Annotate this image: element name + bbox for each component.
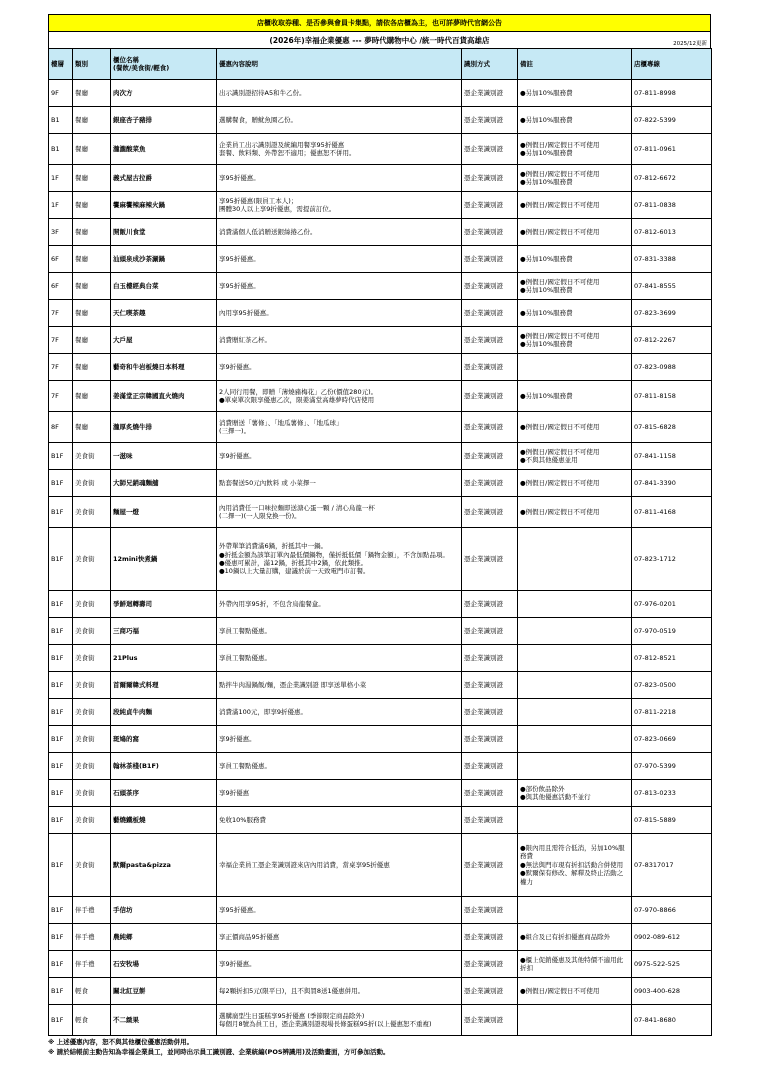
cell-note: ●另加10%服務費 bbox=[518, 80, 632, 107]
cell-floor: B1F bbox=[49, 470, 73, 497]
cell-note: ●櫃上促銷優惠及其他特價不適用此折扣 bbox=[518, 951, 632, 978]
cell-id-method: 憑企業識別證 bbox=[462, 273, 518, 300]
cell-offer: 享9折優惠。 bbox=[217, 354, 462, 381]
cell-category: 餐廳 bbox=[73, 192, 111, 219]
cell-floor: B1F bbox=[49, 834, 73, 897]
cell-offer: 享95折優惠。 bbox=[217, 897, 462, 924]
cell-floor: B1F bbox=[49, 443, 73, 470]
cell-id-method: 憑企業識別證 bbox=[462, 753, 518, 780]
header-phone: 店櫃專線 bbox=[632, 49, 712, 80]
cell-floor: 7F bbox=[49, 327, 73, 354]
cell-category: 餐廳 bbox=[73, 300, 111, 327]
table-row bbox=[49, 672, 712, 699]
cell-offer: 2人同行用餐，即贈「薄燒豬梅花」乙份(價值280元)。 ●單桌單次限享優惠乙次，限姜滿堂高雄夢時代店使用 bbox=[217, 381, 462, 412]
subtitle-text: (2026年)幸福企業優惠 --- 夢時代購物中心 /統一時代百貨高雄店 bbox=[269, 36, 490, 45]
header-id-method: 識別方式 bbox=[462, 49, 518, 80]
cell-offer: 享員工餐點優惠。 bbox=[217, 645, 462, 672]
cell-category: 伴手禮 bbox=[73, 897, 111, 924]
cell-id-method: 憑企業識別證 bbox=[462, 924, 518, 951]
cell-note bbox=[518, 699, 632, 726]
cell-phone: 07-970-5399 bbox=[632, 753, 712, 780]
cell-floor: B1F bbox=[49, 753, 73, 780]
table-row bbox=[49, 192, 712, 219]
cell-store-name: 姜滿堂正宗韓國直火燒肉 bbox=[111, 381, 217, 412]
table-row bbox=[49, 699, 712, 726]
cell-offer: 外帶內用享95折，不包含烏龍餐盒。 bbox=[217, 591, 462, 618]
cell-note: ●例假日/國定假日不可使用 ●另加10%服務費 bbox=[518, 165, 632, 192]
cell-phone: 07-831-3388 bbox=[632, 246, 712, 273]
cell-store-name: 瀧瀧酸菜魚 bbox=[111, 134, 217, 165]
cell-offer: 選購廣型生日蛋糕享95折優惠 (季節限定商品除外) 每個月8號為員工日，憑企業識別證現場長條蛋糕95折(以上優惠恕不重複) bbox=[217, 1005, 462, 1036]
cell-note: ●例假日/國定假日不可使用 bbox=[518, 412, 632, 443]
cell-floor: B1F bbox=[49, 528, 73, 591]
table-row bbox=[49, 1005, 712, 1036]
cell-category: 餐廳 bbox=[73, 134, 111, 165]
notice-banner: 店櫃收取券種、是否參與會員卡集點，請依各店櫃為主，也可詳夢時代官網公告 bbox=[48, 14, 711, 32]
cell-phone: 07-811-2218 bbox=[632, 699, 712, 726]
cell-phone: 07-823-0988 bbox=[632, 354, 712, 381]
cell-note: ●另加10%服務費 bbox=[518, 300, 632, 327]
cell-phone: 07-811-0838 bbox=[632, 192, 712, 219]
cell-offer: 消費滿個人低消贈送銀絲捲乙份。 bbox=[217, 219, 462, 246]
cell-id-method: 憑企業識別證 bbox=[462, 219, 518, 246]
cell-offer: 享95折優惠。 bbox=[217, 273, 462, 300]
table-row bbox=[49, 412, 712, 443]
cell-phone: 07-823-3699 bbox=[632, 300, 712, 327]
header-offer: 優惠內容說明 bbox=[217, 49, 462, 80]
promo-sheet bbox=[48, 14, 711, 1057]
cell-floor: 3F bbox=[49, 219, 73, 246]
cell-phone: 07-812-6013 bbox=[632, 219, 712, 246]
cell-id-method: 憑企業識別證 bbox=[462, 591, 518, 618]
cell-store-name: 不二緻果 bbox=[111, 1005, 217, 1036]
cell-offer: 幸福企業員工憑企業識別證來店內用消費，當桌享95折優惠 bbox=[217, 834, 462, 897]
cell-category: 伴手禮 bbox=[73, 924, 111, 951]
cell-phone: 07-841-1158 bbox=[632, 443, 712, 470]
cell-offer: 消費贈送「薯條」、「地瓜薯條」、「地瓜球」 (三擇一)。 bbox=[217, 412, 462, 443]
cell-offer: 享9折優惠。 bbox=[217, 443, 462, 470]
table-header-row bbox=[49, 49, 712, 80]
cell-id-method: 憑企業識別證 bbox=[462, 443, 518, 470]
cell-category: 美食街 bbox=[73, 443, 111, 470]
cell-store-name: 藝奇和牛岩板燒日本料理 bbox=[111, 354, 217, 381]
cell-id-method: 憑企業識別證 bbox=[462, 327, 518, 354]
cell-phone: 0902-089-612 bbox=[632, 924, 712, 951]
cell-store-name: 瀧厚炙燒牛排 bbox=[111, 412, 217, 443]
cell-category: 美食街 bbox=[73, 807, 111, 834]
table-row bbox=[49, 273, 712, 300]
cell-store-name: 農純鄉 bbox=[111, 924, 217, 951]
cell-id-method: 憑企業識別證 bbox=[462, 528, 518, 591]
cell-id-method: 憑企業識別證 bbox=[462, 412, 518, 443]
cell-note bbox=[518, 645, 632, 672]
table-row bbox=[49, 618, 712, 645]
table-row bbox=[49, 591, 712, 618]
cell-offer: 享員工餐點優惠。 bbox=[217, 618, 462, 645]
cell-floor: B1 bbox=[49, 107, 73, 134]
cell-floor: 8F bbox=[49, 412, 73, 443]
table-row bbox=[49, 107, 712, 134]
updated-date: 2025/12更新 bbox=[673, 41, 707, 47]
cell-phone: 07-841-3390 bbox=[632, 470, 712, 497]
cell-offer: 內用享95折優惠。 bbox=[217, 300, 462, 327]
cell-store-name: 首爾爾韓式料理 bbox=[111, 672, 217, 699]
cell-category: 美食街 bbox=[73, 528, 111, 591]
footnotes bbox=[48, 1037, 711, 1057]
cell-store-name: 麵屋一燈 bbox=[111, 497, 217, 528]
cell-category: 輕食 bbox=[73, 1005, 111, 1036]
cell-store-name: 默爾pasta&pizza bbox=[111, 834, 217, 897]
cell-category: 美食街 bbox=[73, 645, 111, 672]
cell-category: 美食街 bbox=[73, 497, 111, 528]
cell-floor: B1 bbox=[49, 134, 73, 165]
cell-floor: 1F bbox=[49, 165, 73, 192]
table-row bbox=[49, 834, 712, 897]
cell-floor: B1F bbox=[49, 807, 73, 834]
cell-category: 餐廳 bbox=[73, 107, 111, 134]
cell-floor: B1F bbox=[49, 978, 73, 1005]
cell-floor: B1F bbox=[49, 699, 73, 726]
cell-offer: 內用消費任一口味拉麵即送溏心蛋一顆 / 清心烏龍一杯 (二擇一)(一人限兌換一份)。 bbox=[217, 497, 462, 528]
cell-note: ●組合及已有折扣優惠商品除外 bbox=[518, 924, 632, 951]
table-row bbox=[49, 300, 712, 327]
cell-store-name: 白玉樓經典台菜 bbox=[111, 273, 217, 300]
cell-category: 美食街 bbox=[73, 470, 111, 497]
cell-phone: 07-970-8866 bbox=[632, 897, 712, 924]
cell-id-method: 憑企業識別證 bbox=[462, 726, 518, 753]
cell-floor: B1F bbox=[49, 924, 73, 951]
cell-note bbox=[518, 672, 632, 699]
cell-floor: B1F bbox=[49, 497, 73, 528]
cell-id-method: 憑企業識別證 bbox=[462, 354, 518, 381]
table-row bbox=[49, 381, 712, 412]
cell-store-name: 三商巧福 bbox=[111, 618, 217, 645]
header-name: 櫃位名稱 (餐飲/美食街/輕食) bbox=[111, 49, 217, 80]
table-row bbox=[49, 528, 712, 591]
cell-id-method: 憑企業識別證 bbox=[462, 645, 518, 672]
cell-id-method: 憑企業識別證 bbox=[462, 192, 518, 219]
cell-category: 美食街 bbox=[73, 591, 111, 618]
cell-offer: 享正價商品95折優惠 bbox=[217, 924, 462, 951]
cell-id-method: 憑企業識別證 bbox=[462, 497, 518, 528]
cell-store-name: 開飯川食堂 bbox=[111, 219, 217, 246]
cell-category: 美食街 bbox=[73, 834, 111, 897]
cell-category: 餐廳 bbox=[73, 327, 111, 354]
table-row bbox=[49, 470, 712, 497]
cell-category: 美食街 bbox=[73, 672, 111, 699]
cell-floor: B1F bbox=[49, 1005, 73, 1036]
cell-phone: 07-815-6828 bbox=[632, 412, 712, 443]
cell-store-name: 天仁喫茶趣 bbox=[111, 300, 217, 327]
cell-note bbox=[518, 354, 632, 381]
cell-offer: 出示識別證招待A5和牛乙份。 bbox=[217, 80, 462, 107]
cell-floor: B1F bbox=[49, 951, 73, 978]
cell-store-name: 石頭茶序 bbox=[111, 780, 217, 807]
cell-offer: 每2顆折扣5元(限平日)，且不與買8送1優惠併用。 bbox=[217, 978, 462, 1005]
table-row bbox=[49, 134, 712, 165]
cell-phone: 07-813-0233 bbox=[632, 780, 712, 807]
cell-store-name: 饗麻饗辣麻辣火鍋 bbox=[111, 192, 217, 219]
cell-note: ●例假日/國定假日不可使用 bbox=[518, 470, 632, 497]
cell-id-method: 憑企業識別證 bbox=[462, 470, 518, 497]
cell-id-method: 憑企業識別證 bbox=[462, 165, 518, 192]
cell-floor: B1F bbox=[49, 591, 73, 618]
cell-category: 餐廳 bbox=[73, 165, 111, 192]
cell-floor: B1F bbox=[49, 726, 73, 753]
cell-store-name: 翰林茶棧(B1F) bbox=[111, 753, 217, 780]
cell-note: ●另加10%服務費 bbox=[518, 107, 632, 134]
cell-phone: 07-841-8555 bbox=[632, 273, 712, 300]
cell-floor: B1F bbox=[49, 672, 73, 699]
cell-note bbox=[518, 618, 632, 645]
cell-floor: B1F bbox=[49, 645, 73, 672]
table-row bbox=[49, 354, 712, 381]
cell-phone: 07-812-8521 bbox=[632, 645, 712, 672]
cell-id-method: 憑企業識別證 bbox=[462, 807, 518, 834]
cell-note: ●例假日/國定假日不可使用 ●另加10%服務費 bbox=[518, 273, 632, 300]
cell-id-method: 憑企業識別證 bbox=[462, 978, 518, 1005]
cell-store-name: 斑鳩的窩 bbox=[111, 726, 217, 753]
cell-offer: 享95折優惠(限員工本人)； 團體30人以上享9折優惠，需提前訂位。 bbox=[217, 192, 462, 219]
cell-category: 美食街 bbox=[73, 780, 111, 807]
cell-offer: 選購餐食，贈魷魚圈乙份。 bbox=[217, 107, 462, 134]
cell-phone: 0975-522-525 bbox=[632, 951, 712, 978]
cell-id-method: 憑企業識別證 bbox=[462, 897, 518, 924]
table-row bbox=[49, 753, 712, 780]
cell-note bbox=[518, 591, 632, 618]
table-row bbox=[49, 978, 712, 1005]
cell-note: ●例假日/國定假日不可使用 ●另加10%服務費 bbox=[518, 327, 632, 354]
cell-category: 餐廳 bbox=[73, 381, 111, 412]
cell-note bbox=[518, 1005, 632, 1036]
table-body bbox=[49, 80, 712, 1036]
cell-floor: 6F bbox=[49, 246, 73, 273]
header-category: 類別 bbox=[73, 49, 111, 80]
table-row bbox=[49, 165, 712, 192]
cell-note bbox=[518, 726, 632, 753]
cell-store-name: 藝燒鐵板燒 bbox=[111, 807, 217, 834]
table-row bbox=[49, 219, 712, 246]
cell-note: ●例假日/國定假日不可使用 ●另加10%服務費 bbox=[518, 134, 632, 165]
cell-id-method: 憑企業識別證 bbox=[462, 107, 518, 134]
cell-id-method: 憑企業識別證 bbox=[462, 246, 518, 273]
cell-note: ●例假日/國定假日不可使用 bbox=[518, 219, 632, 246]
cell-store-name: 大戶屋 bbox=[111, 327, 217, 354]
cell-phone: 07-815-5889 bbox=[632, 807, 712, 834]
cell-phone: 07-822-5399 bbox=[632, 107, 712, 134]
cell-id-method: 憑企業識別證 bbox=[462, 951, 518, 978]
cell-store-name: 銀座杏子豬排 bbox=[111, 107, 217, 134]
cell-category: 餐廳 bbox=[73, 354, 111, 381]
cell-floor: B1F bbox=[49, 780, 73, 807]
cell-id-method: 憑企業識別證 bbox=[462, 134, 518, 165]
table-row bbox=[49, 924, 712, 951]
table-row bbox=[49, 897, 712, 924]
cell-category: 餐廳 bbox=[73, 246, 111, 273]
cell-note: ●另加10%服務費 bbox=[518, 381, 632, 412]
cell-floor: B1F bbox=[49, 897, 73, 924]
cell-id-method: 憑企業識別證 bbox=[462, 381, 518, 412]
cell-note bbox=[518, 897, 632, 924]
cell-store-name: 段純貞牛肉麵 bbox=[111, 699, 217, 726]
cell-id-method: 憑企業識別證 bbox=[462, 80, 518, 107]
cell-note bbox=[518, 528, 632, 591]
footnote-2: ※ 請於結帳前主動告知為幸福企業員工，並同時出示員工識別證、企業統編(POS辨識用)及活動畫面，方可參加活動。 bbox=[48, 1048, 390, 1056]
cell-phone: 07-823-1712 bbox=[632, 528, 712, 591]
cell-floor: 7F bbox=[49, 300, 73, 327]
cell-id-method: 憑企業識別證 bbox=[462, 672, 518, 699]
cell-category: 美食街 bbox=[73, 726, 111, 753]
cell-phone: 07-812-2267 bbox=[632, 327, 712, 354]
cell-id-method: 憑企業識別證 bbox=[462, 1005, 518, 1036]
cell-offer: 享9折優惠。 bbox=[217, 726, 462, 753]
cell-store-name: 爭鮮迴轉壽司 bbox=[111, 591, 217, 618]
cell-store-name: 關北紅豆餅 bbox=[111, 978, 217, 1005]
cell-note: ●例假日/國定假日不可使用 bbox=[518, 978, 632, 1005]
cell-offer: 點套餐送50元內飲料 或 小菜擇一 bbox=[217, 470, 462, 497]
cell-phone: 07-970-0519 bbox=[632, 618, 712, 645]
cell-floor: B1F bbox=[49, 618, 73, 645]
cell-phone: 07-841-8680 bbox=[632, 1005, 712, 1036]
cell-id-method: 憑企業識別證 bbox=[462, 699, 518, 726]
cell-phone: 07-8317017 bbox=[632, 834, 712, 897]
cell-floor: 6F bbox=[49, 273, 73, 300]
cell-phone: 07-812-6672 bbox=[632, 165, 712, 192]
cell-offer: 消費贈紅茶乙杯。 bbox=[217, 327, 462, 354]
header-note: 備註 bbox=[518, 49, 632, 80]
cell-note bbox=[518, 753, 632, 780]
sheet-subtitle bbox=[48, 32, 711, 48]
cell-store-name: 汕頭泉成沙茶涮鍋 bbox=[111, 246, 217, 273]
table-row bbox=[49, 246, 712, 273]
table-row bbox=[49, 951, 712, 978]
cell-phone: 07-976-0201 bbox=[632, 591, 712, 618]
table-row bbox=[49, 726, 712, 753]
table-row bbox=[49, 645, 712, 672]
cell-offer: 享員工餐點優惠。 bbox=[217, 753, 462, 780]
cell-category: 美食街 bbox=[73, 753, 111, 780]
cell-floor: 7F bbox=[49, 381, 73, 412]
cell-note: ●另加10%服務費 bbox=[518, 246, 632, 273]
header-floor: 樓層 bbox=[49, 49, 73, 80]
cell-offer: 享9折優惠 bbox=[217, 780, 462, 807]
cell-note: ●例假日/國定假日不可使用 ●不與其他優惠並用 bbox=[518, 443, 632, 470]
cell-store-name: 肉次方 bbox=[111, 80, 217, 107]
cell-offer: 享95折優惠。 bbox=[217, 246, 462, 273]
cell-offer: 企業員工出示識別證及統編用餐享95折優惠 套餐、飲料類、外帶恕不適用；優惠恕不併用。 bbox=[217, 134, 462, 165]
cell-phone: 07-811-8158 bbox=[632, 381, 712, 412]
cell-store-name: 12mini快煮鍋 bbox=[111, 528, 217, 591]
cell-id-method: 憑企業識別證 bbox=[462, 834, 518, 897]
cell-store-name: 21Plus bbox=[111, 645, 217, 672]
cell-note: ●部份飲品除外 ●與其他優惠活動不並行 bbox=[518, 780, 632, 807]
cell-id-method: 憑企業識別證 bbox=[462, 618, 518, 645]
cell-store-name: 石安牧場 bbox=[111, 951, 217, 978]
cell-category: 美食街 bbox=[73, 618, 111, 645]
cell-note: ●例假日/國定假日不可使用 bbox=[518, 497, 632, 528]
table-row bbox=[49, 497, 712, 528]
footnote-1: ※ 上述優惠內容，恕不與其他櫃位優惠活動併用。 bbox=[48, 1038, 194, 1046]
cell-offer: 享9折優惠。 bbox=[217, 951, 462, 978]
cell-category: 餐廳 bbox=[73, 80, 111, 107]
cell-id-method: 憑企業識別證 bbox=[462, 780, 518, 807]
table-row bbox=[49, 443, 712, 470]
table-row bbox=[49, 327, 712, 354]
cell-store-name: 義式屋古拉爵 bbox=[111, 165, 217, 192]
cell-note: ●例假日/國定假日不可使用 bbox=[518, 192, 632, 219]
offers-table bbox=[48, 48, 712, 1036]
cell-floor: 7F bbox=[49, 354, 73, 381]
cell-offer: 消費滿100元，即享9折優惠。 bbox=[217, 699, 462, 726]
cell-category: 餐廳 bbox=[73, 273, 111, 300]
cell-offer: 點拌牛肉湯鍋飯/麵，憑企業識別證 即享送單格小菜 bbox=[217, 672, 462, 699]
cell-floor: 1F bbox=[49, 192, 73, 219]
table-row bbox=[49, 780, 712, 807]
cell-phone: 07-823-0669 bbox=[632, 726, 712, 753]
cell-category: 餐廳 bbox=[73, 412, 111, 443]
cell-store-name: 手信坊 bbox=[111, 897, 217, 924]
cell-category: 餐廳 bbox=[73, 219, 111, 246]
cell-store-name: 大師兄銷魂麵舖 bbox=[111, 470, 217, 497]
cell-phone: 07-823-0500 bbox=[632, 672, 712, 699]
cell-phone: 0903-400-628 bbox=[632, 978, 712, 1005]
cell-note bbox=[518, 807, 632, 834]
cell-offer: 外帶單筆消費滿6鍋，折抵其中一鍋。 ●折抵金額為該筆訂單內最低價鍋物，僅折抵低價「鍋物金額」，不含加點品項。 ●優惠可累計，滿12鍋，折抵其中2鍋，依此類推。 ●10鍋以上大量訂購，建議於前一天致電門市訂餐。 bbox=[217, 528, 462, 591]
cell-phone: 07-811-4168 bbox=[632, 497, 712, 528]
cell-category: 美食街 bbox=[73, 699, 111, 726]
cell-store-name: 一滋味 bbox=[111, 443, 217, 470]
cell-note: ●限內用且需符合低消，另加10%服務費 ●無法與門市現有折扣活動合併使用 ●默爾保有修改、解釋及終止活動之權力 bbox=[518, 834, 632, 897]
cell-offer: 免收10%服務費 bbox=[217, 807, 462, 834]
cell-floor: 9F bbox=[49, 80, 73, 107]
cell-category: 輕食 bbox=[73, 978, 111, 1005]
cell-offer: 享95折優惠。 bbox=[217, 165, 462, 192]
cell-id-method: 憑企業識別證 bbox=[462, 300, 518, 327]
cell-phone: 07-811-8998 bbox=[632, 80, 712, 107]
cell-category: 伴手禮 bbox=[73, 951, 111, 978]
table-row bbox=[49, 80, 712, 107]
cell-phone: 07-811-0961 bbox=[632, 134, 712, 165]
table-row bbox=[49, 807, 712, 834]
